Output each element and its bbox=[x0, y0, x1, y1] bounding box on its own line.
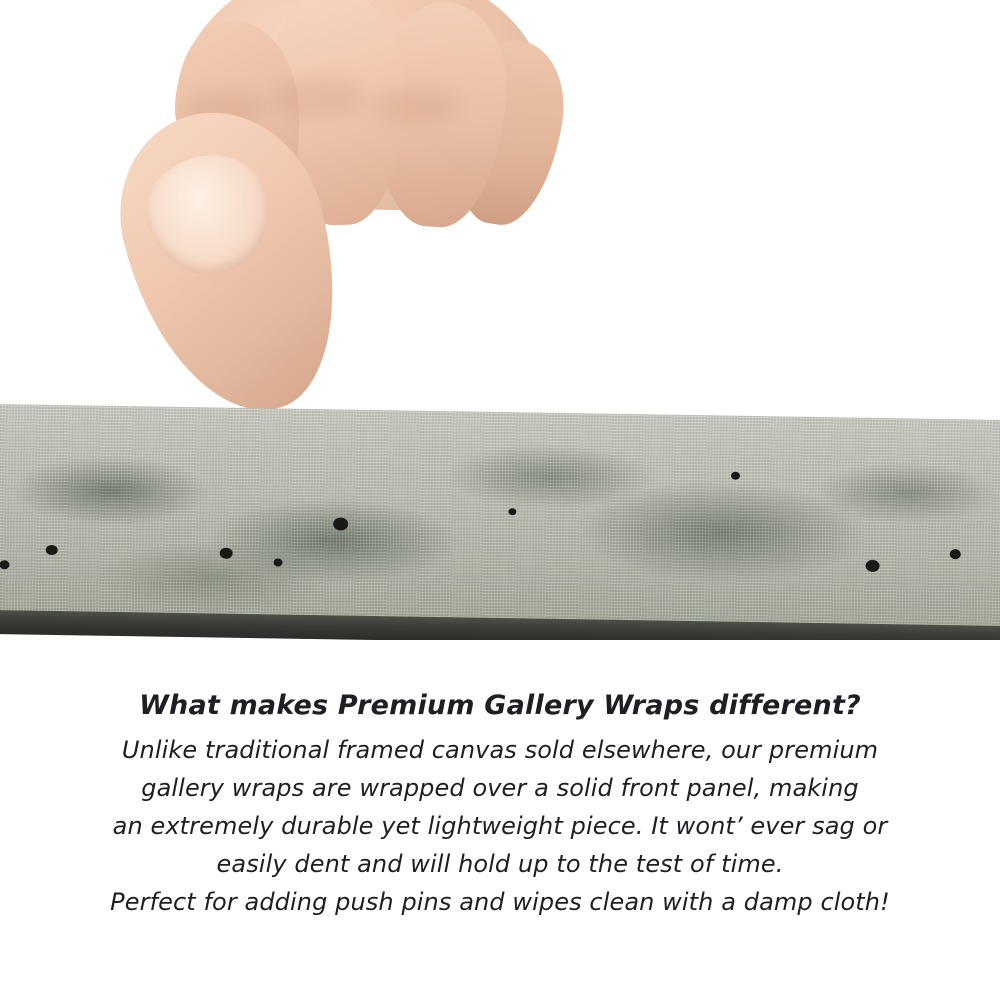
knuckle-shadow bbox=[270, 78, 365, 118]
caption-line-2: gallery wraps are wrapped over a solid front panel, making bbox=[141, 774, 859, 802]
canvas-face bbox=[0, 404, 1000, 632]
canvas-speck bbox=[508, 508, 516, 515]
canvas-weave-texture bbox=[0, 404, 1000, 632]
caption-line-5: Perfect for adding push pins and wipes clean with a damp cloth! bbox=[110, 888, 890, 916]
canvas-speck bbox=[273, 558, 282, 566]
canvas-speck bbox=[731, 472, 740, 480]
canvas-speck bbox=[950, 549, 961, 559]
canvas-speck bbox=[333, 517, 348, 530]
caption-line-4: easily dent and will hold up to the test of time. bbox=[216, 850, 784, 878]
caption-line-1: Unlike traditional framed canvas sold elsewhere, our premium bbox=[121, 736, 879, 764]
caption-title: What makes Premium Gallery Wraps different? bbox=[139, 690, 861, 721]
caption-line-3: an extremely durable yet lightweight piece. It wont’ ever sag or bbox=[112, 812, 888, 840]
knuckle-shadow bbox=[370, 88, 460, 124]
photo-bottom-spacer bbox=[0, 640, 1000, 660]
canvas-speck bbox=[220, 548, 233, 559]
hand-illustration bbox=[120, 0, 550, 430]
caption-block bbox=[0, 690, 1000, 921]
canvas-speck bbox=[46, 545, 58, 555]
canvas-print-slab bbox=[0, 404, 1000, 636]
